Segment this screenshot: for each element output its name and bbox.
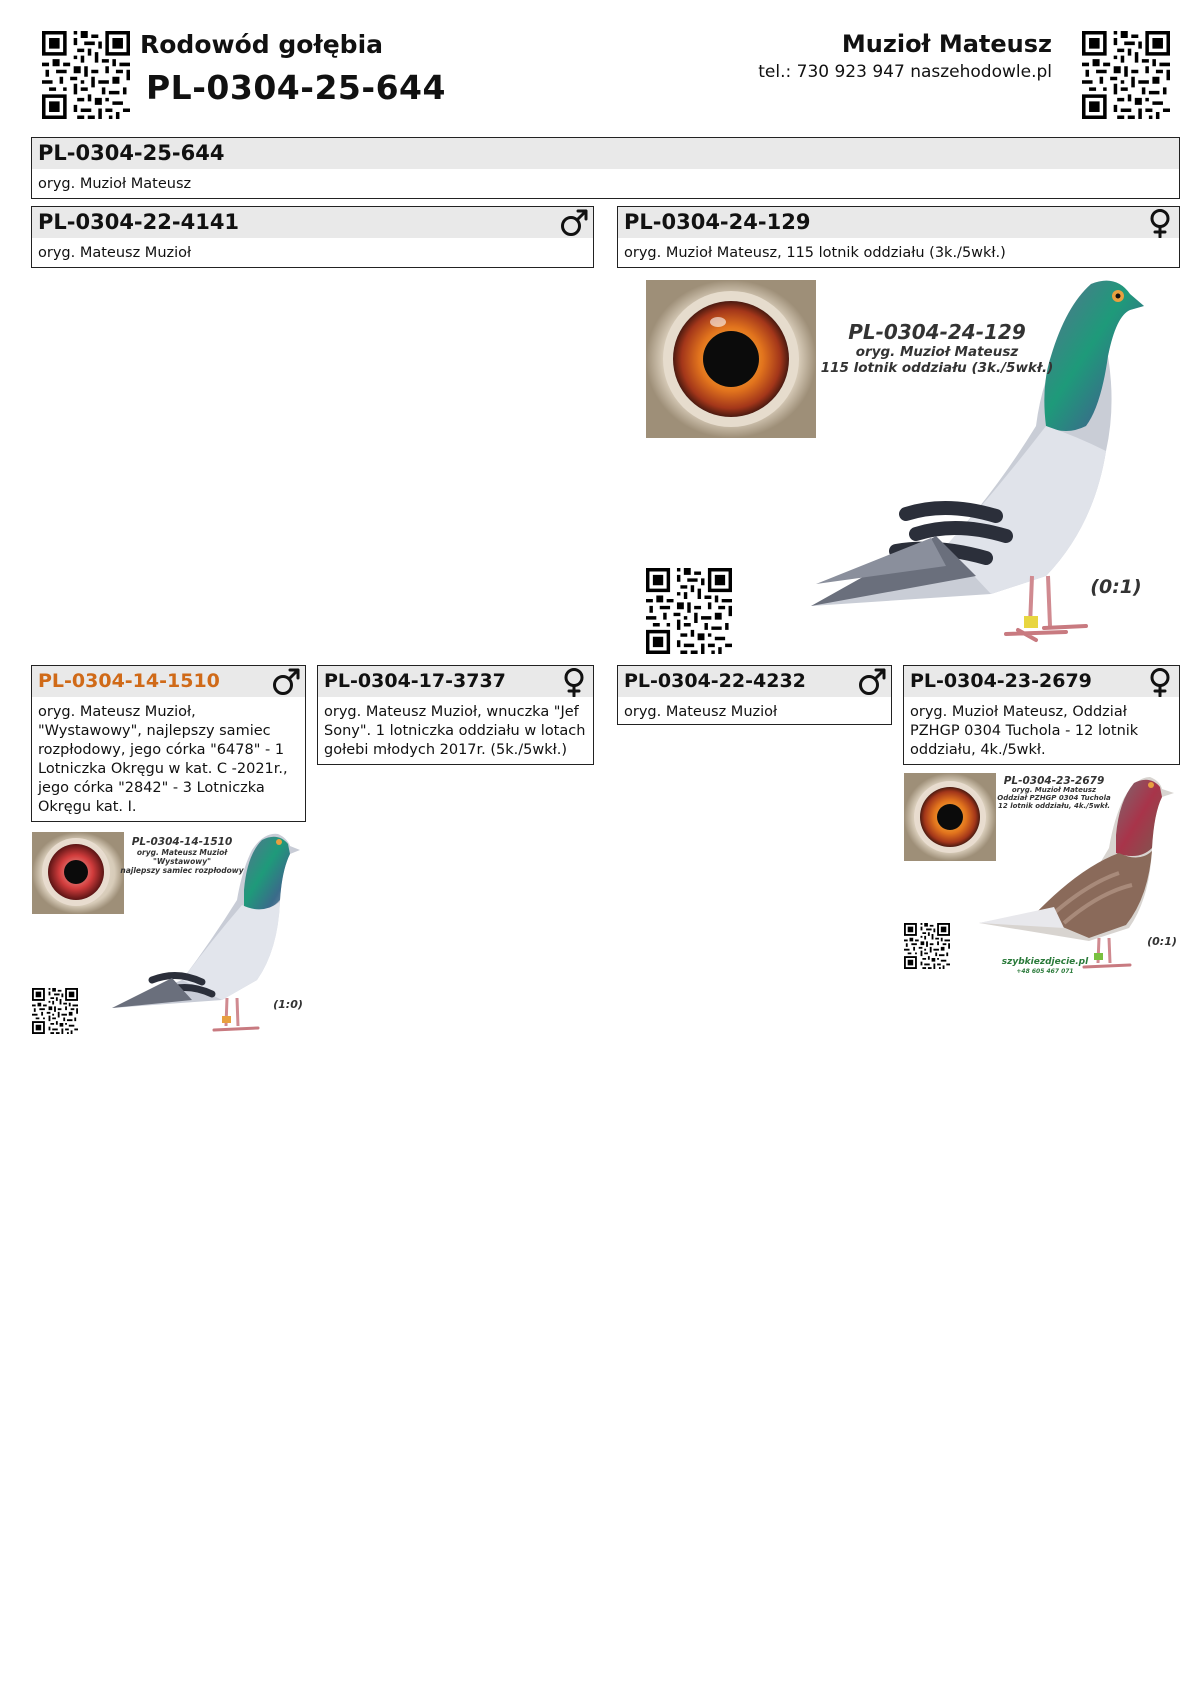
female-icon xyxy=(1145,667,1175,697)
granddam-maternal-description: oryg. Muzioł Mateusz, Oddział PZHGP 0304 Tuchola - 12 lotnik oddziału, 4k./5wkł. xyxy=(910,704,1139,758)
grandsire-paternal-description: oryg. Mateusz Muzioł, "Wystawowy", najlepszy samiec rozpłodowy, jego córka "6478" - 1 Lotniczka Okręgu w kat. C -2021r., jego córka "2842" - 3 Lotniczka Okręgu kat. I. xyxy=(38,704,288,815)
mother-description: oryg. Muzioł Mateusz, 115 lotnik oddziału (3k./5wkł.) xyxy=(624,245,1006,261)
granddam-maternal-caption-ring: PL-0304-23-2679 xyxy=(1003,775,1105,787)
mother-photo-ratio: (0:1) xyxy=(1090,576,1142,598)
granddam-maternal-caption-line1: oryg. Muzioł Mateusz xyxy=(1011,786,1097,794)
subject-ring: PL-0304-25-644 xyxy=(38,141,225,165)
subject-description: oryg. Muzioł Mateusz xyxy=(38,176,192,192)
grandsire-maternal-ring: PL-0304-22-4232 xyxy=(624,670,806,692)
granddam-paternal-card-head xyxy=(318,666,593,697)
granddam-maternal-card xyxy=(903,665,1180,765)
breeder-contact[interactable]: tel.: 730 923 947 naszehodowle.pl xyxy=(758,62,1052,82)
father-card xyxy=(31,206,594,268)
granddam-maternal-card-head xyxy=(904,666,1179,697)
grandsire-maternal-description: oryg. Mateusz Muzioł xyxy=(624,704,778,720)
granddam-maternal-ratio: (0:1) xyxy=(1147,935,1177,948)
female-icon xyxy=(1145,208,1175,238)
mother-photo xyxy=(646,276,1150,656)
mother-photo-caption-line1: oryg. Muzioł Mateusz xyxy=(855,344,1019,360)
grandsire-paternal-photo xyxy=(32,830,304,1034)
photographer-phone: +48 605 467 071 xyxy=(1016,968,1074,975)
grandsire-paternal-ratio: (1:0) xyxy=(273,998,303,1011)
female-icon xyxy=(559,667,589,697)
father-description: oryg. Mateusz Muzioł xyxy=(38,245,192,261)
granddam-paternal-ring: PL-0304-17-3737 xyxy=(324,670,506,692)
mother-photo-caption-ring: PL-0304-24-129 xyxy=(848,320,1026,344)
male-icon xyxy=(559,208,589,238)
father-card-head xyxy=(32,207,593,238)
mother-card-head xyxy=(618,207,1179,238)
male-icon xyxy=(857,667,887,697)
photographer-brand: szybkiezdjecie.pl xyxy=(1001,957,1089,967)
grandsire-maternal-card-head xyxy=(618,666,891,697)
grandsire-paternal-caption-line3: najlepszy samiec rozpłodowy xyxy=(120,866,244,875)
granddam-paternal-description: oryg. Mateusz Muzioł, wnuczka "Jef Sony". 1 lotniczka oddziału w lotach gołebi młodych 2017r. (5k./5wkł.) xyxy=(324,704,586,758)
mother-ring: PL-0304-24-129 xyxy=(624,210,811,234)
breeder-name: Muzioł Mateusz xyxy=(841,30,1052,58)
grandsire-maternal-card xyxy=(617,665,892,725)
granddam-maternal-caption-line3: 12 lotnik oddziału, 4k./5wkł. xyxy=(998,802,1110,810)
subject-card xyxy=(31,137,1180,199)
granddam-maternal-ring: PL-0304-23-2679 xyxy=(910,670,1092,692)
mother-photo-caption-line2: 115 lotnik oddziału (3k./5wkł.) xyxy=(820,360,1054,376)
header-qr-code-left xyxy=(42,31,130,119)
grandsire-paternal-card xyxy=(31,665,306,822)
mother-card xyxy=(617,206,1180,268)
subject-card-head xyxy=(32,138,1179,169)
father-ring: PL-0304-22-4141 xyxy=(38,210,240,234)
grandsire-paternal-caption-ring: PL-0304-14-1510 xyxy=(131,836,233,848)
grandsire-paternal-caption-line1: oryg. Mateusz Muzioł xyxy=(136,848,228,857)
male-icon xyxy=(271,667,301,697)
grandsire-paternal-ring: PL-0304-14-1510 xyxy=(38,670,220,692)
granddam-maternal-photo xyxy=(904,773,1180,977)
page-title: Rodowód gołębia xyxy=(140,30,384,59)
grandsire-paternal-caption-line2: "Wystawowy" xyxy=(153,857,211,866)
granddam-maternal-caption-line2: Oddział PZHGP 0304 Tuchola xyxy=(997,794,1111,802)
granddam-paternal-card xyxy=(317,665,594,765)
header-qr-code-right xyxy=(1082,31,1170,119)
header-ring-number: PL-0304-25-644 xyxy=(146,68,446,107)
grandsire-paternal-card-head xyxy=(32,666,305,697)
